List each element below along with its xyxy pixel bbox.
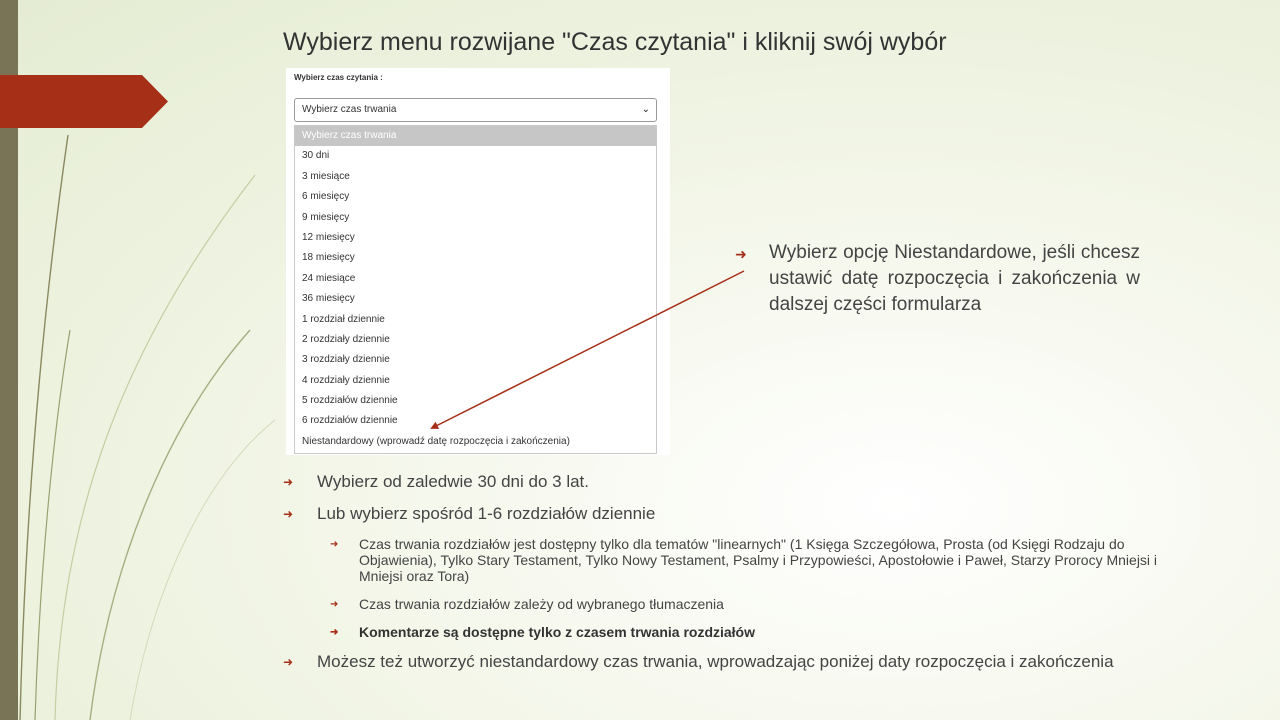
- reading-time-options: [294, 125, 657, 454]
- bullet-text: Wybierz od zaledwie 30 dni do 3 lat.: [317, 472, 589, 491]
- sub-bullet-text: Komentarze są dostępne tylko z czasem trwania rozdziałów: [359, 624, 755, 640]
- arrow-bullet-icon: ➜: [283, 507, 294, 521]
- bullet-item: [283, 472, 1183, 491]
- bullet-text: Lub wybierz spośród 1-6 rozdziałów dziennie: [317, 504, 656, 523]
- option-24-months[interactable]: 24 miesiące: [302, 272, 356, 284]
- reading-time-select[interactable]: [294, 98, 657, 122]
- custom-option-callout: [735, 240, 1140, 318]
- option-4-chapters[interactable]: 4 rozdziały dziennie: [302, 374, 390, 386]
- arrow-bullet-icon: ➜: [330, 599, 339, 610]
- sub-bullet-text: Czas trwania rozdziałów jest dostępny tylko dla tematów "linearnych" (1 Księga Szczegółowa, Prosta (od Księgi Rodzaju do Objawienia), Tylko Stary Testament, Tylko Nowy Testament, Psalmy i Przypowieści, Apostołowie i Paweł, Starzy Prorocy Mniejsi i Mniejsi oraz Tora): [359, 536, 1158, 584]
- arrow-bullet-icon: ➜: [735, 246, 747, 262]
- callout-text: Wybierz opcję Niestandardowe, jeśli chcesz ustawić datę rozpoczęcia i zakończenia w dalszej części formularza: [769, 242, 1140, 315]
- arrow-bullet-icon: ➜: [330, 627, 339, 638]
- option-6-chapters[interactable]: 6 rozdziałów dziennie: [302, 415, 398, 427]
- option-3-months[interactable]: 3 miesiące: [302, 170, 350, 182]
- option-12-months[interactable]: 12 miesięcy: [302, 231, 355, 243]
- option-18-months[interactable]: 18 miesięcy: [302, 252, 355, 264]
- bullet-item: [283, 652, 1183, 671]
- option-36-months[interactable]: 36 miesięcy: [302, 293, 355, 305]
- reading-time-screenshot: [286, 68, 670, 455]
- bullet-list: [283, 472, 1183, 684]
- option-5-chapters[interactable]: 5 rozdziałów dziennie: [302, 395, 398, 407]
- bullet-text: Możesz też utworzyć niestandardowy czas trwania, wprowadzając poniżej daty rozpoczęcia i zakończenia: [317, 652, 1114, 671]
- option-1-chapter[interactable]: 1 rozdział dziennie: [302, 313, 385, 325]
- option-9-months[interactable]: 9 miesięcy: [302, 211, 350, 223]
- chevron-down-icon: ⌄: [641, 104, 650, 115]
- slide-title: Wybierz menu rozwijane "Czas czytania" i kliknij swój wybór: [283, 28, 947, 56]
- arrow-bullet-icon: ➜: [283, 655, 294, 669]
- option-30-days[interactable]: 30 dni: [302, 150, 330, 162]
- reading-time-label: Wybierz czas czytania :: [294, 73, 383, 82]
- option-default[interactable]: Wybierz czas trwania: [295, 126, 656, 146]
- option-6-months[interactable]: 6 miesięcy: [302, 191, 350, 203]
- option-3-chapters[interactable]: 3 rozdziały dziennie: [302, 354, 390, 366]
- sub-bullet-item: [330, 596, 1183, 612]
- select-value: Wybierz czas trwania: [302, 104, 397, 115]
- arrow-bullet-icon: ➜: [330, 539, 339, 550]
- option-2-chapters[interactable]: 2 rozdziały dziennie: [302, 333, 390, 345]
- option-custom[interactable]: Niestandardowy (wprowadź datę rozpoczęcia i zakończenia): [302, 435, 570, 447]
- red-arrow-tab: [0, 75, 168, 128]
- sub-bullet-item: [330, 536, 1183, 584]
- bullet-item: [283, 504, 1183, 523]
- arrow-bullet-icon: ➜: [283, 475, 294, 489]
- sub-bullet-text: Czas trwania rozdziałów zależy od wybranego tłumaczenia: [359, 596, 724, 612]
- sub-bullet-item: [330, 624, 1183, 640]
